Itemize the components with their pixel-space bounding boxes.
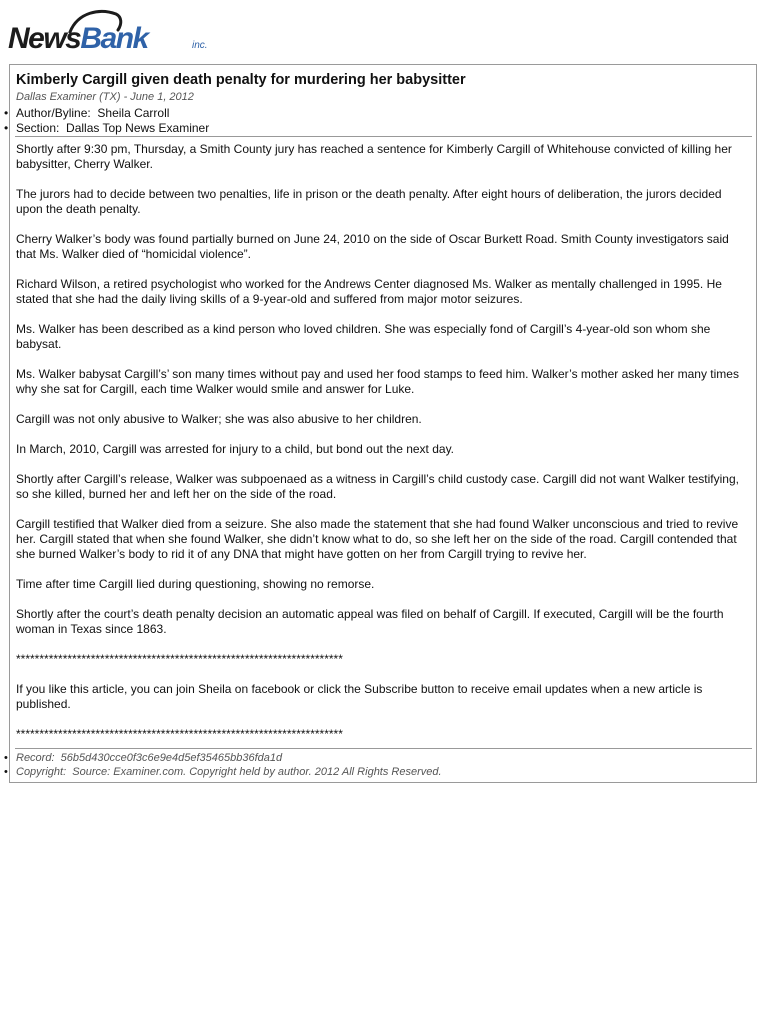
paragraph: The jurors had to decide between two penalties, life in prison or the death penalty. After eight hours of deliberation, the jurors decided upon the death penalty.	[16, 187, 722, 216]
article-source: Dallas Examiner (TX) - June 1, 2012	[16, 91, 194, 103]
meta-section	[10, 121, 209, 136]
meta-author	[10, 106, 209, 121]
meta-author-value: Sheila Carroll	[97, 106, 170, 120]
paragraph: Ms. Walker has been described as a kind person who loved children. She was especially fond of Cargill’s 4-year-old son whom she babysat.	[16, 322, 711, 351]
paragraph: Cargill testified that Walker died from a seizure. She also made the statement that she had found Walker unconscious and tried to revive her. Cargill stated that when she found Walker, she didn’t know what to do, so she left her on the side of the road. Cargill contended that she burned Walker’s body to rid it of any DNA that might have gotten on her from Cargill trying to revive her.	[16, 517, 739, 561]
footer-record	[10, 751, 442, 765]
footer-copyright-value: Source: Examiner.com. Copyright held by author. 2012 All Rights Reserved.	[72, 766, 442, 778]
logo-inc-text: inc.	[192, 40, 208, 51]
article-container	[9, 64, 757, 783]
paragraph: Richard Wilson, a retired psychologist who worked for the Andrews Center diagnosed Ms. Walker as mentally challenged in 1995. He stated that she had the daily living skills of a 9-year-old and suffered from major motor seizures.	[16, 277, 722, 306]
separator-stars: **********************************************************************	[16, 652, 343, 666]
logo-news-text: News	[8, 22, 81, 55]
paragraph: If you like this article, you can join Sheila on facebook or click the Subscribe button to receive email updates when a new article is published.	[16, 682, 703, 711]
paragraph: Shortly after 9:30 pm, Thursday, a Smith County jury has reached a sentence for Kimberly Cargill of Whitehouse convicted of killing her babysitter, Cherry Walker.	[16, 142, 732, 171]
logo-wordmark	[8, 22, 148, 56]
paragraph: Shortly after the court’s death penalty decision an automatic appeal was filed on behalf of Cargill. If executed, Cargill will be the fourth woman in Texas since 1863.	[16, 607, 724, 636]
paragraph: Cargill was not only abusive to Walker; she was also abusive to her children.	[16, 412, 422, 426]
paragraph: Cherry Walker’s body was found partially burned on June 24, 2010 on the side of Oscar Burkett Road. Smith County investigators said that Ms. Walker died of “homicidal violence”.	[16, 232, 729, 261]
header-divider	[15, 136, 752, 137]
meta-section-label: Section:	[16, 121, 60, 135]
separator-stars: **********************************************************************	[16, 727, 343, 741]
article-headline: Kimberly Cargill given death penalty for murdering her babysitter	[16, 72, 466, 88]
paragraph: In March, 2010, Cargill was arrested for injury to a child, but bond out the next day.	[16, 442, 455, 456]
paragraph: Shortly after Cargill’s release, Walker was subpoenaed as a witness in Cargill’s child custody case. Cargill did not want Walker testifying, so she killed, burned her and left her on the side of the road.	[16, 472, 739, 501]
article-body	[16, 142, 746, 757]
footer-record-value: 56b5d430cce0f3c6e9e4d5ef35465bb36fda1d	[60, 752, 283, 764]
footer-divider	[15, 748, 752, 749]
footer-copyright	[10, 765, 442, 779]
meta-section-value: Dallas Top News Examiner	[66, 121, 210, 135]
footer-record-label: Record:	[16, 752, 55, 764]
footer-copyright-label: Copyright:	[16, 766, 67, 778]
article-footer-list	[10, 751, 442, 779]
article-meta-list	[10, 106, 209, 136]
logo-bank-text: Bank	[80, 22, 148, 55]
paragraph: Ms. Walker babysat Cargill’s’ son many times without pay and used her food stamps to feed him. Walker’s mother asked her many times why she sat for Cargill, each time Walker would smile and answer for Luke.	[16, 367, 739, 396]
newsbank-logo	[8, 6, 220, 60]
paragraph: Time after time Cargill lied during questioning, showing no remorse.	[16, 577, 375, 591]
meta-author-label: Author/Byline:	[16, 106, 91, 120]
